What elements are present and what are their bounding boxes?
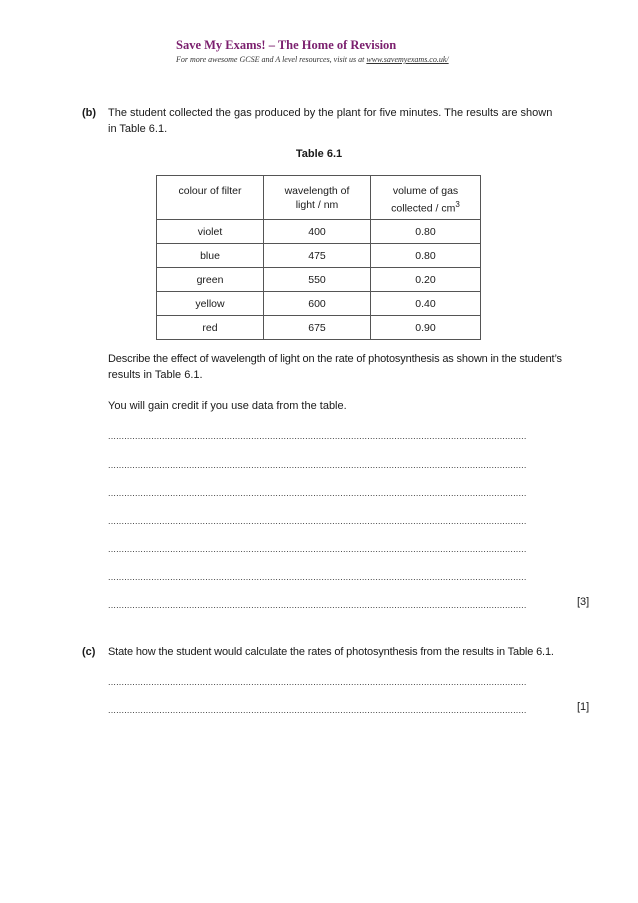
cell-colour: blue: [157, 244, 264, 268]
header-colour-text: colour of filter: [178, 185, 242, 197]
site-subtitle-text: For more awesome GCSE and A level resources, visit us at: [176, 55, 367, 64]
header-volume-line1: volume of gas: [392, 185, 459, 197]
cell-colour: red: [157, 316, 264, 340]
part-c-label: (c): [82, 646, 96, 658]
table-row: [157, 220, 481, 244]
answer-line[interactable]: ...........................................................................................................................................................: [108, 544, 527, 554]
site-title: Save My Exams! – The Home of Revision: [176, 38, 397, 52]
cell-colour: yellow: [157, 292, 264, 316]
results-table: [156, 175, 481, 340]
table-row: [157, 292, 481, 316]
part-b-intro-line1: The student collected the gas produced by the plant for five minutes. The results are shown: [108, 107, 553, 119]
answer-line[interactable]: ...........................................................................................................................................................: [108, 488, 527, 498]
cell-volume: 0.40: [371, 292, 481, 316]
cell-volume: 0.80: [371, 244, 481, 268]
header-wavelength-line2: light / nm: [295, 199, 339, 211]
part-c-question: State how the student would calculate the rates of photosynthesis from the results in Table 6.1.: [108, 646, 554, 658]
header-wavelength: [264, 176, 371, 220]
header-colour: [157, 176, 264, 220]
header-volume-sup: 3: [455, 200, 460, 209]
cell-volume: 0.20: [371, 268, 481, 292]
site-link[interactable]: www.savemyexams.co.uk/: [366, 55, 449, 64]
part-b-question-line1: Describe the effect of wavelength of light on the rate of photosynthesis as shown in the student’s: [108, 353, 562, 365]
cell-wavelength: 600: [264, 292, 371, 316]
answer-line[interactable]: ...........................................................................................................................................................: [108, 705, 527, 715]
answer-line[interactable]: ...........................................................................................................................................................: [108, 677, 527, 687]
header-volume: [371, 176, 481, 220]
cell-colour: green: [157, 268, 264, 292]
part-b-intro-line2: in Table 6.1.: [108, 123, 168, 135]
header-volume-line2: collected / cm: [391, 202, 456, 215]
part-c-marks: [1]: [577, 701, 590, 713]
table-row: [157, 316, 481, 340]
answer-line[interactable]: ...........................................................................................................................................................: [108, 516, 527, 526]
cell-volume: 0.80: [371, 220, 481, 244]
table-row: [157, 244, 481, 268]
answer-line[interactable]: ...........................................................................................................................................................: [108, 572, 527, 582]
cell-wavelength: 400: [264, 220, 371, 244]
answer-line[interactable]: ...........................................................................................................................................................: [108, 431, 527, 441]
part-b-marks: [3]: [577, 596, 590, 608]
answer-line[interactable]: ...........................................................................................................................................................: [108, 460, 527, 470]
table-caption: Table 6.1: [295, 148, 343, 160]
cell-wavelength: 550: [264, 268, 371, 292]
answer-line[interactable]: ...........................................................................................................................................................: [108, 600, 527, 610]
cell-volume: 0.90: [371, 316, 481, 340]
cell-colour: violet: [157, 220, 264, 244]
cell-wavelength: 675: [264, 316, 371, 340]
part-b-hint: You will gain credit if you use data from the table.: [108, 400, 347, 412]
table-row: [157, 268, 481, 292]
part-b-question-line2: results in Table 6.1.: [108, 369, 203, 381]
site-subtitle: [176, 55, 449, 64]
header-wavelength-line1: wavelength of: [284, 185, 350, 197]
table-header-row: [157, 176, 481, 220]
part-b-label: (b): [82, 107, 97, 119]
cell-wavelength: 475: [264, 244, 371, 268]
